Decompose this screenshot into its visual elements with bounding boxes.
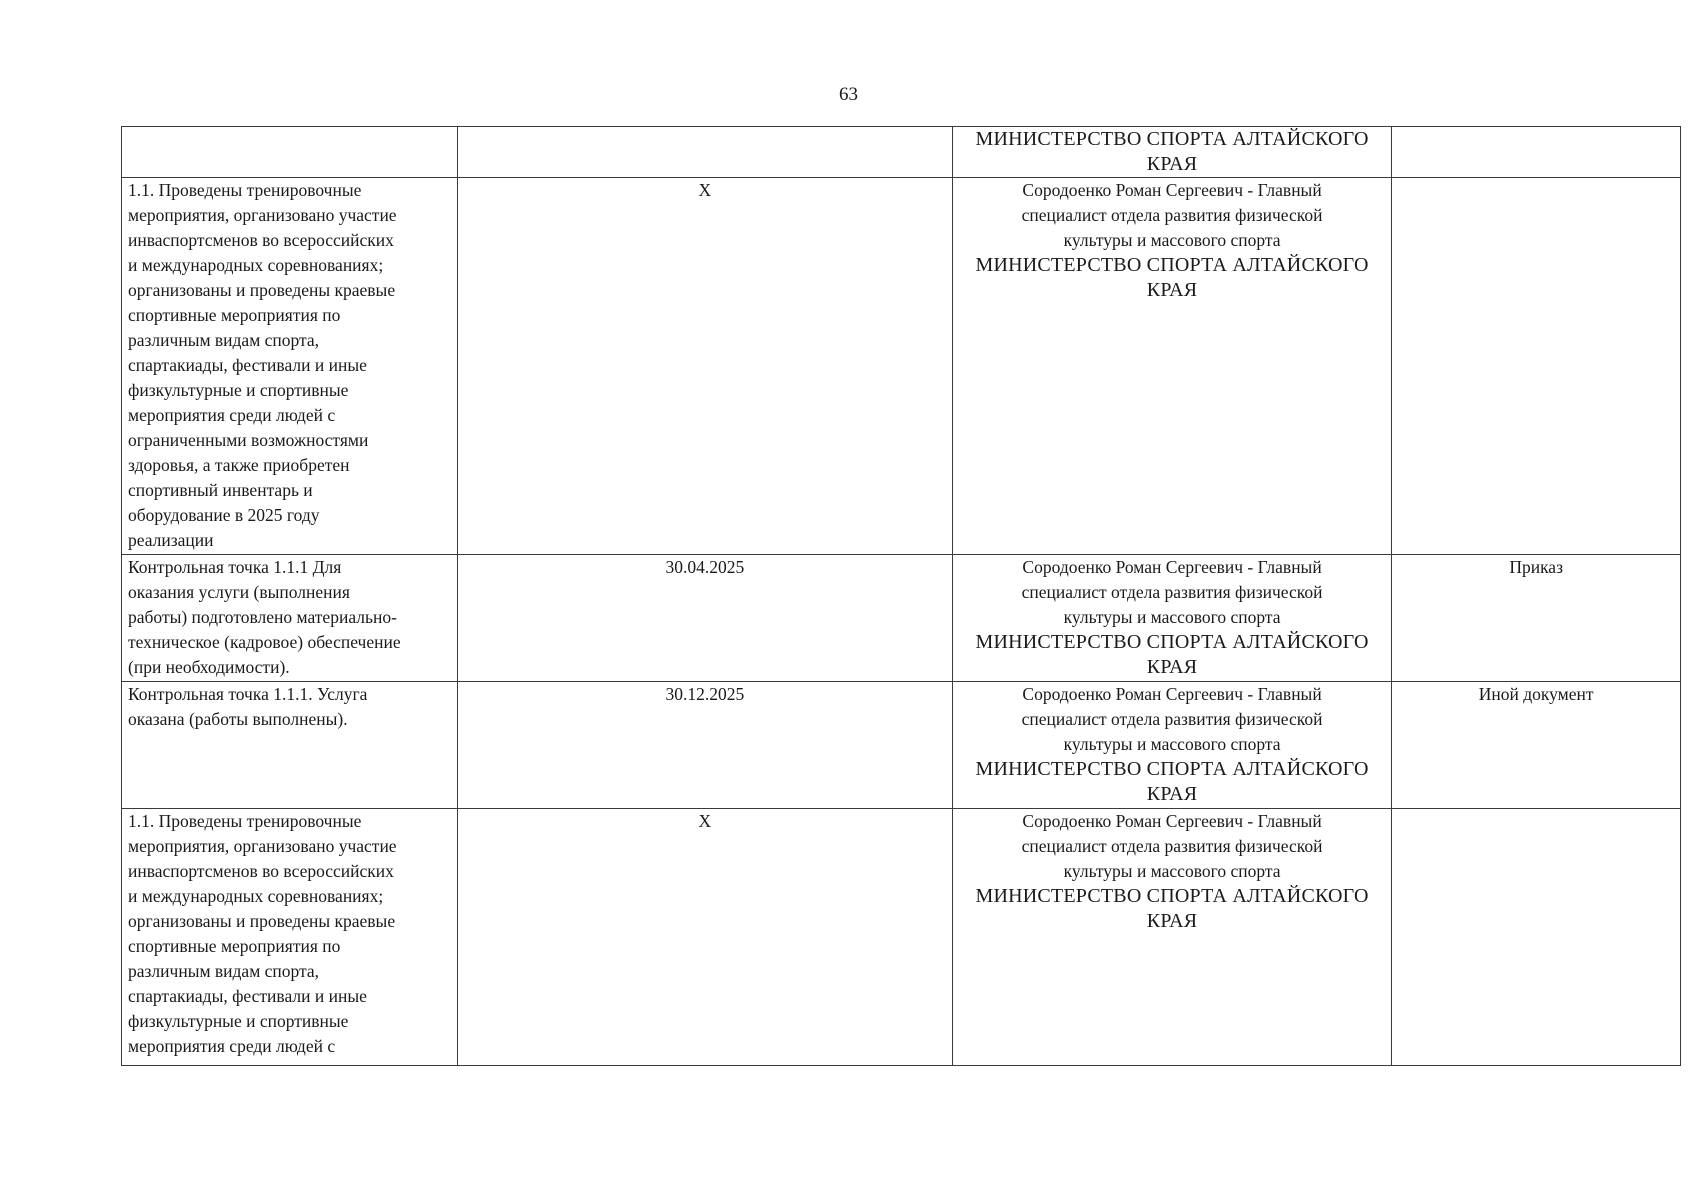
- task-cell: Контрольная точка 1.1.1. Услуга оказана (работы выполнены).: [122, 682, 458, 809]
- table-row: [122, 555, 1681, 682]
- date-cell: [457, 127, 952, 178]
- task-cell: Контрольная точка 1.1.1 Для оказания услуги (выполнения работы) подготовлено материально- техническое (кадровое) обеспечение (при необходимости).: [122, 555, 458, 682]
- date-cell: X: [457, 809, 952, 1066]
- table-row: [122, 809, 1681, 1066]
- ministry-name: МИНИСТЕРСТВО СПОРТА АЛТАЙСКОГО КРАЯ: [975, 254, 1369, 301]
- responsible-cell: [952, 682, 1392, 809]
- responsible-cell: [952, 809, 1392, 1066]
- responsible-person: Сородоенко Роман Сергеевич - Главный специалист отдела развития физической культуры и массового спорта: [1021, 811, 1323, 881]
- ministry-name: МИНИСТЕРСТВО СПОРТА АЛТАЙСКОГО КРАЯ: [975, 885, 1369, 932]
- responsible-cell: [952, 555, 1392, 682]
- ministry-name: МИНИСТЕРСТВО СПОРТА АЛТАЙСКОГО КРАЯ: [975, 631, 1369, 678]
- table-row: [122, 127, 1681, 178]
- task-cell: [122, 127, 458, 178]
- responsible-person: Сородоенко Роман Сергеевич - Главный специалист отдела развития физической культуры и массового спорта: [1021, 684, 1323, 754]
- responsible-cell: [952, 178, 1392, 555]
- document-cell: [1392, 809, 1681, 1066]
- responsible-person: Сородоенко Роман Сергеевич - Главный специалист отдела развития физической культуры и массового спорта: [1021, 180, 1323, 250]
- page-number: 63: [839, 84, 858, 105]
- task-cell: 1.1. Проведены тренировочные мероприятия, организовано участие инваспортсменов во всероссийских и международных соревнованиях; организованы и проведены краевые спортивные мероприятия по различным видам спорта, спартакиады, фестивали и иные физкультурные и спортивные мероприятия среди людей с ограниченными возможностями здоровья, а также приобретен спортивный инвентарь и оборудование в 2025 году реализации: [122, 178, 458, 555]
- document-cell: Приказ: [1392, 555, 1681, 682]
- document-cell: [1392, 178, 1681, 555]
- table-row: [122, 178, 1681, 555]
- responsible-cell: [952, 127, 1392, 178]
- document-cell: [1392, 127, 1681, 178]
- ministry-name: МИНИСТЕРСТВО СПОРТА АЛТАЙСКОГО КРАЯ: [975, 758, 1369, 805]
- responsible-person: Сородоенко Роман Сергеевич - Главный специалист отдела развития физической культуры и массового спорта: [1021, 557, 1323, 627]
- date-cell: X: [457, 178, 952, 555]
- table-row: [122, 682, 1681, 809]
- date-cell: 30.12.2025: [457, 682, 952, 809]
- task-cell: 1.1. Проведены тренировочные мероприятия, организовано участие инваспортсменов во всероссийских и международных соревнованиях; организованы и проведены краевые спортивные мероприятия по различным видам спорта, спартакиады, фестивали и иные физкультурные и спортивные мероприятия среди людей с: [122, 809, 458, 1066]
- plan-table: [121, 126, 1681, 1066]
- date-cell: 30.04.2025: [457, 555, 952, 682]
- document-cell: Иной документ: [1392, 682, 1681, 809]
- ministry-name: МИНИСТЕРСТВО СПОРТА АЛТАЙСКОГО КРАЯ: [975, 128, 1369, 175]
